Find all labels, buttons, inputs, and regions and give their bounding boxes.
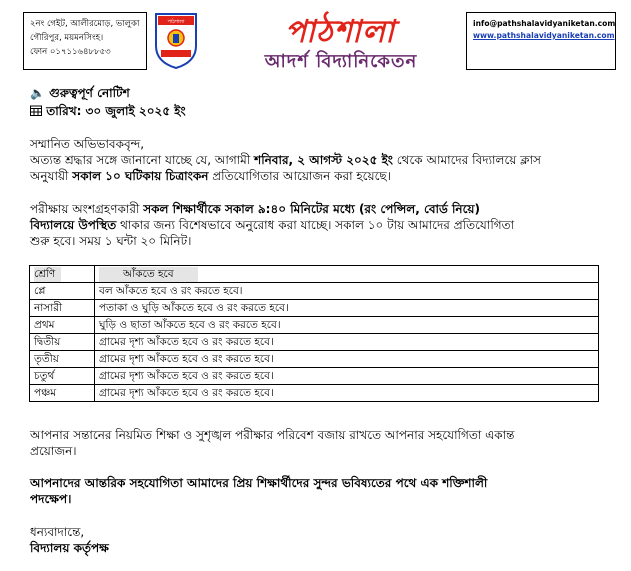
salutation: সম্মানিত অভিভাবকবৃন্দ, — [30, 137, 145, 151]
class-cell: তৃতীয় — [30, 351, 95, 368]
para1-text: থেকে আমাদের বিদ্যালয়ে ক্লাস — [392, 153, 541, 167]
drawing-schedule-table — [29, 265, 599, 402]
signature: বিদ্যালয় কর্তৃপক্ষ — [30, 541, 109, 555]
para1-line1 — [30, 152, 541, 168]
header-class-label: শ্রেণি — [34, 267, 61, 282]
para2-line3: শুরু হবে। সময় ১ ঘন্টা ২০ মিনিট। — [30, 234, 192, 248]
notice-title-row — [30, 85, 130, 101]
brand-subtitle: আদর্শ বিদ্যানিকেতন — [264, 51, 418, 72]
task-cell: গ্রামের দৃশ্য আঁকতে হবে ও রং করতে হবে। — [95, 334, 599, 351]
contact-box — [466, 12, 616, 70]
para2-text: পরীক্ষায় অংশগ্রহণকারী — [30, 202, 144, 216]
table-row — [30, 283, 599, 300]
speaker-icon: 🔈 — [30, 86, 45, 100]
task-cell: বল আঁকতে হবে ও রং করতে হবে। — [95, 283, 599, 300]
notice-title: গুরুত্বপূর্ণ নোটিশ — [49, 86, 130, 100]
calendar-icon — [30, 105, 42, 116]
para1-line2 — [30, 168, 391, 184]
closing: ধন্যবাদান্তে, — [30, 525, 85, 539]
address-line-1: ২নং গেইট, আলীরমোড়, ভালুকা — [30, 19, 140, 29]
task-cell: গ্রামের দৃশ্য আঁকতে হবে ও রং করতে হবে। — [95, 351, 599, 368]
task-cell: গ্রামের দৃশ্য আঁকতে হবে ও রং করতে হবে। — [95, 385, 599, 402]
class-cell: প্লে — [30, 283, 95, 300]
task-cell: গ্রামের দৃশ্য আঁকতে হবে ও রং করতে হবে। — [95, 368, 599, 385]
address-line-2: গৌরিপুর, ময়মনসিংহ। — [30, 33, 104, 43]
notice-date: তারিখ: ৩০ জুলাই ২০২৫ ইং — [46, 104, 186, 118]
table-row — [30, 368, 599, 385]
header-task — [95, 266, 599, 283]
brand-name: পাঠশালা — [284, 14, 396, 50]
header-class — [30, 266, 95, 283]
table-row — [30, 351, 599, 368]
para2-line1 — [30, 201, 480, 217]
para1-text: অত্যন্ত শ্রদ্ধার সঙ্গে জানানো যাচ্ছে যে, আগামী — [30, 153, 255, 167]
para3-line1: আপনার সন্তানের নিয়মিত শিক্ষা ও সুশৃঙ্খল পরীক্ষার পরিবেশ বজায় রাখতে আপনার সহযোগিতা একান্ত — [30, 428, 515, 442]
header-task-label: আঁকতে হবে — [99, 267, 198, 282]
para2-text: থাকার জন্য বিশেষভাবে অনুরোধ করা যাচ্ছে। সকাল ১০ টায় আমাদের প্রতিযোগিতা — [116, 218, 515, 232]
event-date: শনিবার, ২ আগস্ট ২০২৫ ইং — [254, 153, 393, 167]
table-row — [30, 334, 599, 351]
para1-text: অনুযায়ী — [30, 169, 73, 183]
para2-line2 — [30, 217, 514, 233]
date-row — [30, 103, 186, 119]
table-row — [30, 300, 599, 317]
reporting-time: সকল শিক্ষার্থীকে সকাল ৯:৪০ মিনিটের মধ্যে (রং পেন্সিল, বোর্ড নিয়ে) — [143, 202, 480, 216]
address-box — [23, 12, 147, 70]
event-time: সকাল ১০ ঘটিকায় চিত্রাংকন — [72, 169, 209, 183]
class-cell: চতুর্থ — [30, 368, 95, 385]
logo-caption-text: পাঠশালা — [167, 19, 185, 25]
attendance-text: বিদ্যালয়ে উপস্থিত — [30, 218, 117, 232]
class-cell: দ্বিতীয় — [30, 334, 95, 351]
para1-text: প্রতিযোগিতার আয়োজন করা হয়েছে। — [208, 169, 391, 183]
para4-line2: পদক্ষেপ। — [30, 492, 72, 506]
task-cell: ঘুড়ি ও ছাতা আঁকতে হবে ও রং করতে হবে। — [95, 317, 599, 334]
table-row — [30, 385, 599, 402]
task-cell: পতাকা ও ঘুড়ি আঁকতে হবে ও রং করতে হবে। — [95, 300, 599, 317]
email-text: info@pathshalavidyaniketan.com — [473, 19, 616, 28]
class-cell: প্রথম — [30, 317, 95, 334]
table-header-row — [30, 266, 599, 283]
table-row — [30, 317, 599, 334]
para3-line2: প্রয়োজন। — [30, 444, 77, 458]
school-logo — [153, 12, 199, 70]
website-link[interactable]: www.pathshalavidyaniketan.com — [473, 31, 615, 40]
class-cell: নাসারী — [30, 300, 95, 317]
address-line-3: ফোন ০১৭১১৬৪৮৮৫৩ — [30, 47, 111, 57]
class-cell: পঞ্চম — [30, 385, 95, 402]
para4-line1: আপনাদের আন্তরিক সহযোগিতা আমাদের প্রিয় শিক্ষার্থীদের সুন্দর ভবিষ্যতের পথে এক শক্তিশালী — [30, 476, 488, 490]
